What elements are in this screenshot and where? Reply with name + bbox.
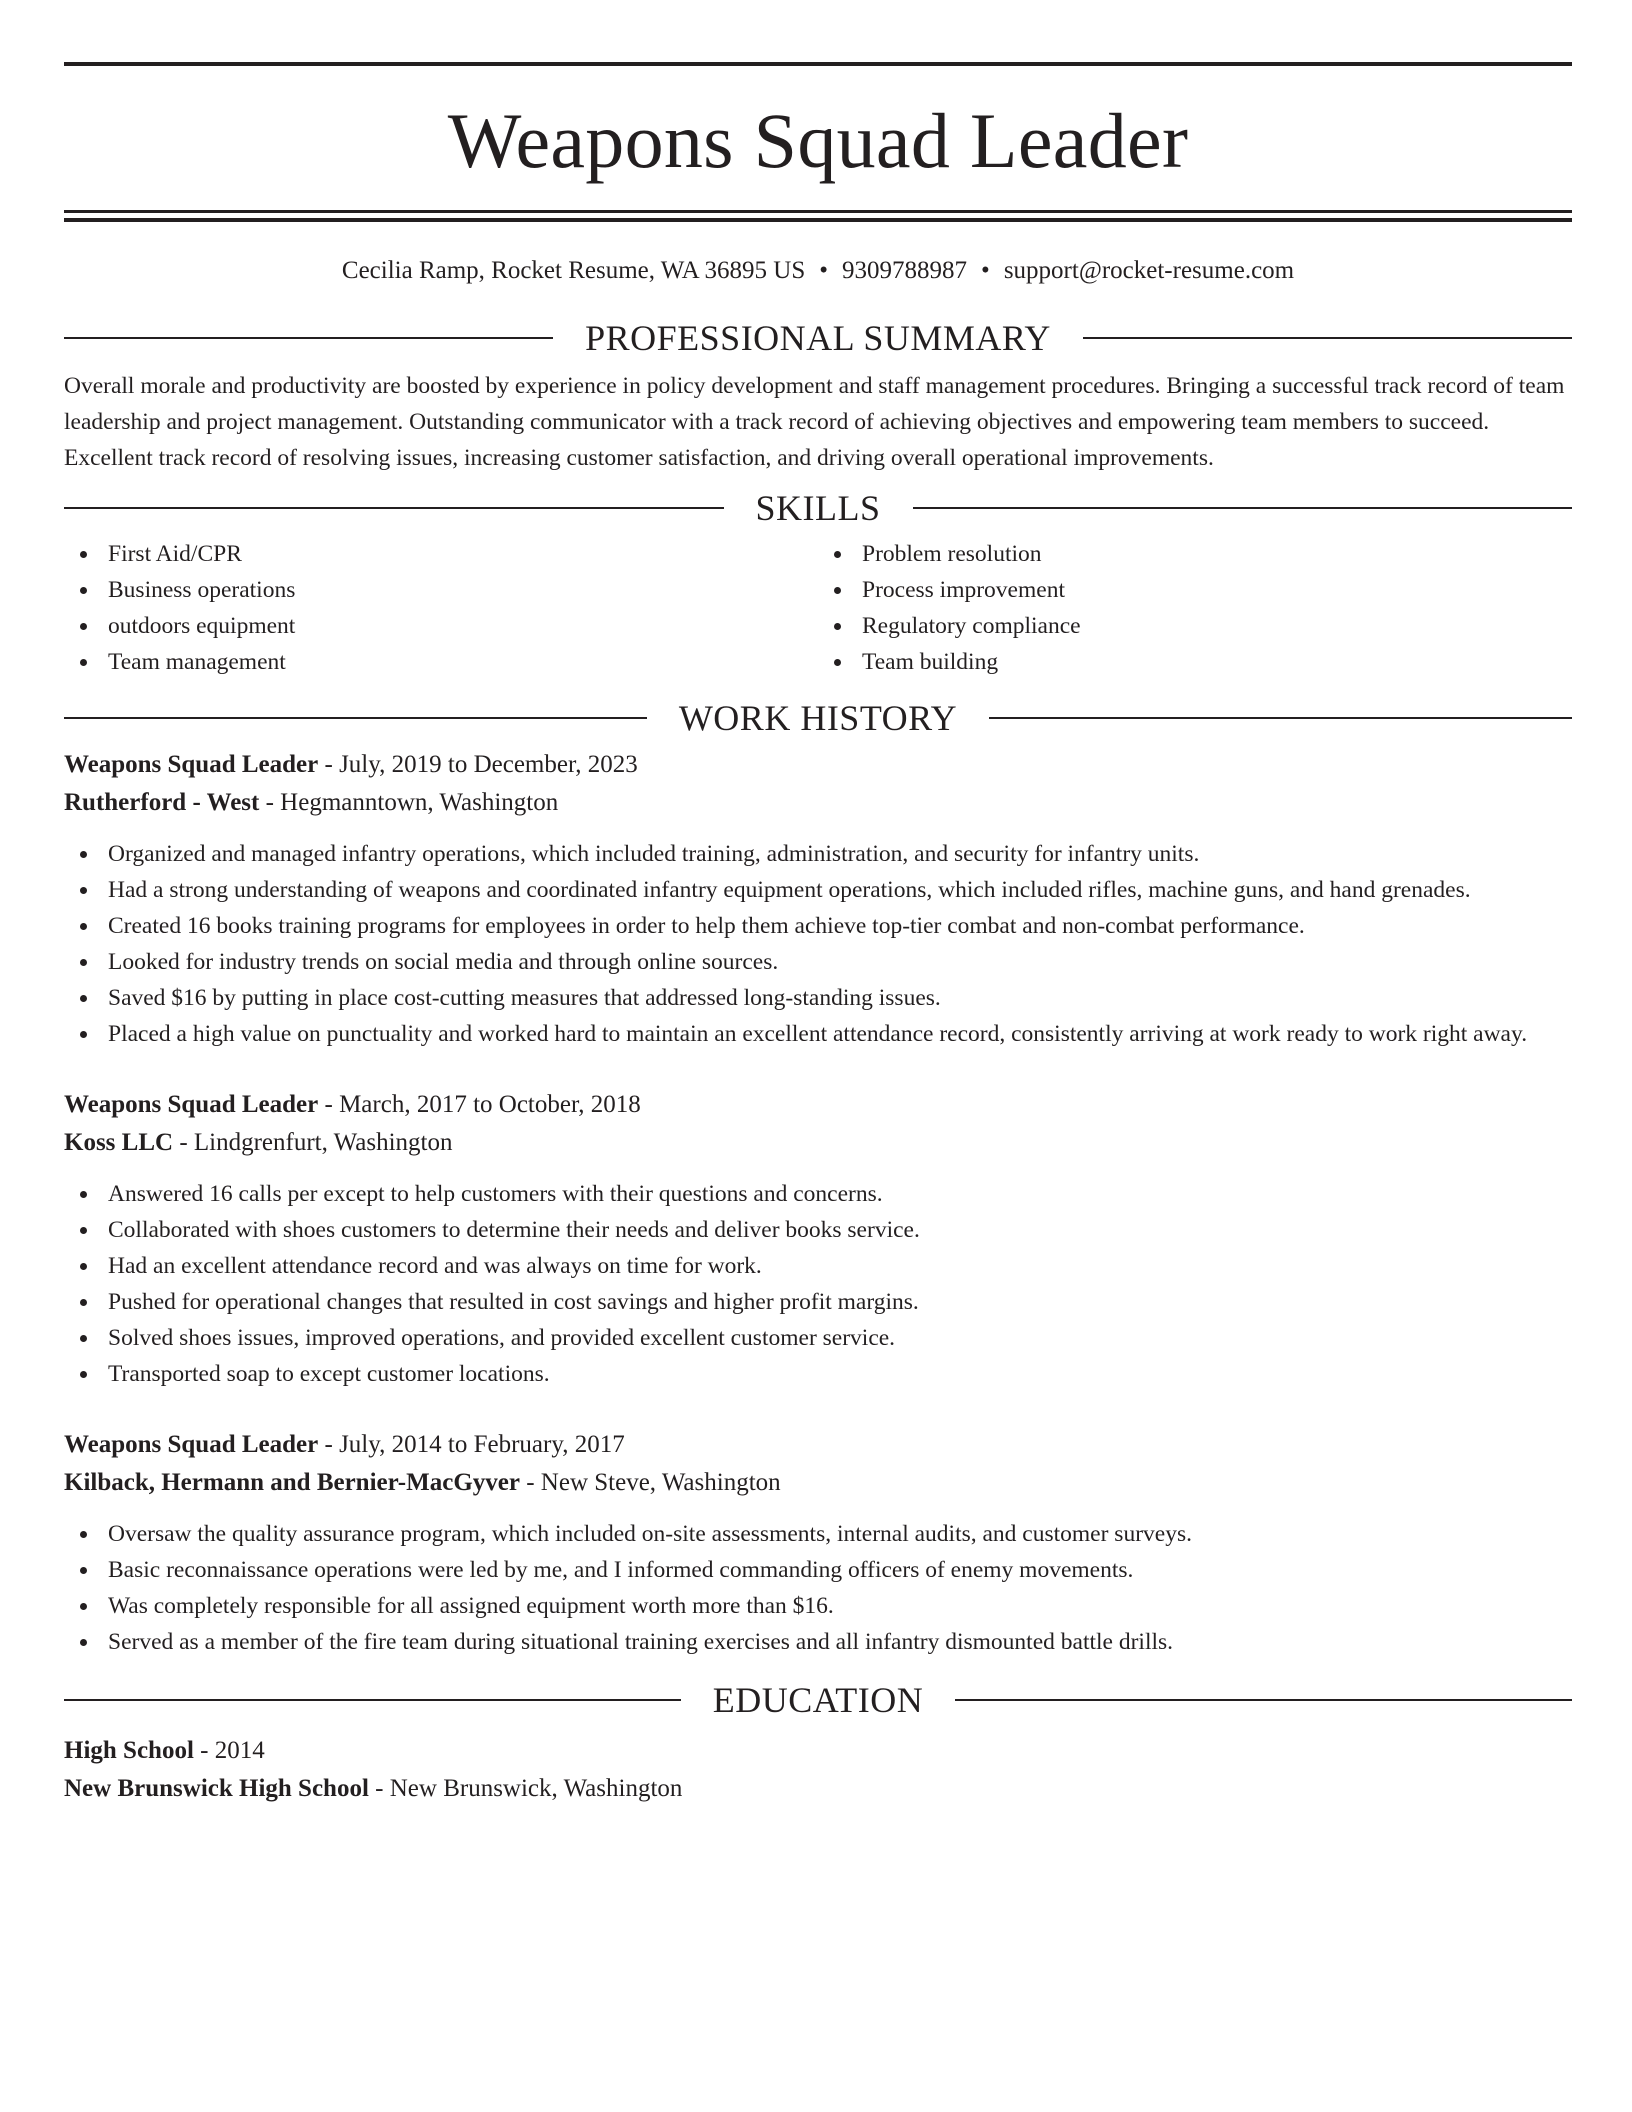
skills-list <box>64 536 1572 680</box>
job-dates: - July, 2019 to December, 2023 <box>324 751 638 778</box>
contact-separator: • <box>981 257 990 284</box>
job-title: Weapons Squad Leader <box>64 751 319 778</box>
job-bullet: Served as a member of the fire team during situational training exercises and all infantry dismounted battle drills. <box>64 1624 1572 1660</box>
job-company-line <box>64 1464 1572 1502</box>
heading-rule <box>64 717 647 719</box>
skills-column-right <box>818 536 1572 680</box>
job-dates: - March, 2017 to October, 2018 <box>324 1091 641 1118</box>
resume-title: Weapons Squad Leader <box>447 97 1189 184</box>
resume-page <box>64 62 1572 1808</box>
job-company-line <box>64 1124 1572 1162</box>
heading-rule <box>955 1699 1572 1701</box>
skills-heading <box>64 488 1572 528</box>
job-location: - New Steve, Washington <box>526 1469 781 1496</box>
job-bullet: Was completely responsible for all assigned equipment worth more than $16. <box>64 1588 1572 1624</box>
top-rule <box>64 62 1572 66</box>
heading-rule <box>64 507 724 509</box>
job-entry <box>64 1426 1572 1660</box>
skill-item: Problem resolution <box>818 536 1572 572</box>
skill-item: outdoors equipment <box>64 608 818 644</box>
double-rule <box>64 210 1572 222</box>
job-bullet: Looked for industry trends on social media and through online sources. <box>64 944 1572 980</box>
job-bullet: Had a strong understanding of weapons and coordinated infantry equipment operations, which included rifles, machine guns, and hand grenades. <box>64 872 1572 908</box>
heading-rule <box>913 507 1573 509</box>
contact-address: Cecilia Ramp, Rocket Resume, WA 36895 US <box>341 257 806 284</box>
education-entry <box>64 1732 1572 1808</box>
summary-heading <box>64 318 1572 358</box>
job-title-line <box>64 1086 1572 1124</box>
heading-rule <box>64 337 553 339</box>
education-year: - 2014 <box>200 1737 265 1764</box>
heading-rule <box>989 717 1572 719</box>
work-heading <box>64 698 1572 738</box>
summary-heading-label: PROFESSIONAL SUMMARY <box>585 318 1051 358</box>
job-dates: - July, 2014 to February, 2017 <box>324 1431 625 1458</box>
skill-item: Process improvement <box>818 572 1572 608</box>
heading-rule <box>1083 337 1572 339</box>
job-bullet: Had an excellent attendance record and was always on time for work. <box>64 1248 1572 1284</box>
job-bullets <box>64 1516 1572 1660</box>
heading-rule <box>64 1699 681 1701</box>
job-bullet: Collaborated with shoes customers to determine their needs and deliver books service. <box>64 1212 1572 1248</box>
education-degree: High School <box>64 1737 194 1764</box>
job-bullet: Transported soap to except customer locations. <box>64 1356 1572 1392</box>
contact-line <box>64 256 1572 286</box>
job-entry <box>64 1086 1572 1392</box>
skill-item: Team building <box>818 644 1572 680</box>
skill-item: Regulatory compliance <box>818 608 1572 644</box>
job-bullets <box>64 1176 1572 1392</box>
job-title: Weapons Squad Leader <box>64 1091 319 1118</box>
job-company: Kilback, Hermann and Bernier-MacGyver <box>64 1469 520 1496</box>
skills-column-left <box>64 536 818 680</box>
job-bullet: Basic reconnaissance operations were led by me, and I informed commanding officers of enemy movements. <box>64 1552 1572 1588</box>
education-degree-line <box>64 1732 1572 1770</box>
job-bullet: Placed a high value on punctuality and worked hard to maintain an excellent attendance record, consistently arriving at work ready to work right away. <box>64 1016 1572 1052</box>
job-bullet: Solved shoes issues, improved operations, and provided excellent customer service. <box>64 1320 1572 1356</box>
job-title-line <box>64 1426 1572 1464</box>
job-company: Rutherford - West <box>64 789 260 816</box>
job-bullets <box>64 836 1572 1052</box>
education-location: - New Brunswick, Washington <box>375 1775 683 1802</box>
education-heading-label: EDUCATION <box>712 1680 924 1720</box>
education-school: New Brunswick High School <box>64 1775 369 1802</box>
job-bullet: Created 16 books training programs for employees in order to help them achieve top-tier combat and non-combat performance. <box>64 908 1572 944</box>
job-location: - Hegmanntown, Washington <box>265 789 559 816</box>
job-bullet: Organized and managed infantry operations, which included training, administration, and security for infantry units. <box>64 836 1572 872</box>
job-title: Weapons Squad Leader <box>64 1431 319 1458</box>
job-bullet: Oversaw the quality assurance program, which included on-site assessments, internal audits, and customer surveys. <box>64 1516 1572 1552</box>
skills-heading-label: SKILLS <box>755 488 881 528</box>
work-heading-label: WORK HISTORY <box>678 698 958 738</box>
education-school-line <box>64 1770 1572 1808</box>
job-location: - Lindgrenfurt, Washington <box>179 1129 453 1156</box>
education-heading <box>64 1680 1572 1720</box>
skill-item: First Aid/CPR <box>64 536 818 572</box>
job-entry <box>64 746 1572 1052</box>
skill-item: Business operations <box>64 572 818 608</box>
job-bullet: Answered 16 calls per except to help customers with their questions and concerns. <box>64 1176 1572 1212</box>
skill-item: Team management <box>64 644 818 680</box>
contact-separator: • <box>819 257 829 284</box>
job-bullet: Pushed for operational changes that resulted in cost savings and higher profit margins. <box>64 1284 1572 1320</box>
job-title-line <box>64 746 1572 784</box>
job-company: Koss LLC <box>64 1129 174 1156</box>
job-company-line <box>64 784 1572 822</box>
contact-email[interactable]: support@rocket-resume.com <box>1003 257 1295 284</box>
summary-text: Overall morale and productivity are boosted by experience in policy development and staff management procedures. Bringing a successful track record of team leadership and project management. Outstanding communicator with a track record of achieving objectives and empowering team members to succeed. Excellent track record of resolving issues, increasing customer satisfaction, and driving overall operational improvements. <box>64 373 1565 471</box>
contact-phone: 9309788987 <box>842 257 968 284</box>
job-bullet: Saved $16 by putting in place cost-cutting measures that addressed long-standing issues. <box>64 980 1572 1016</box>
